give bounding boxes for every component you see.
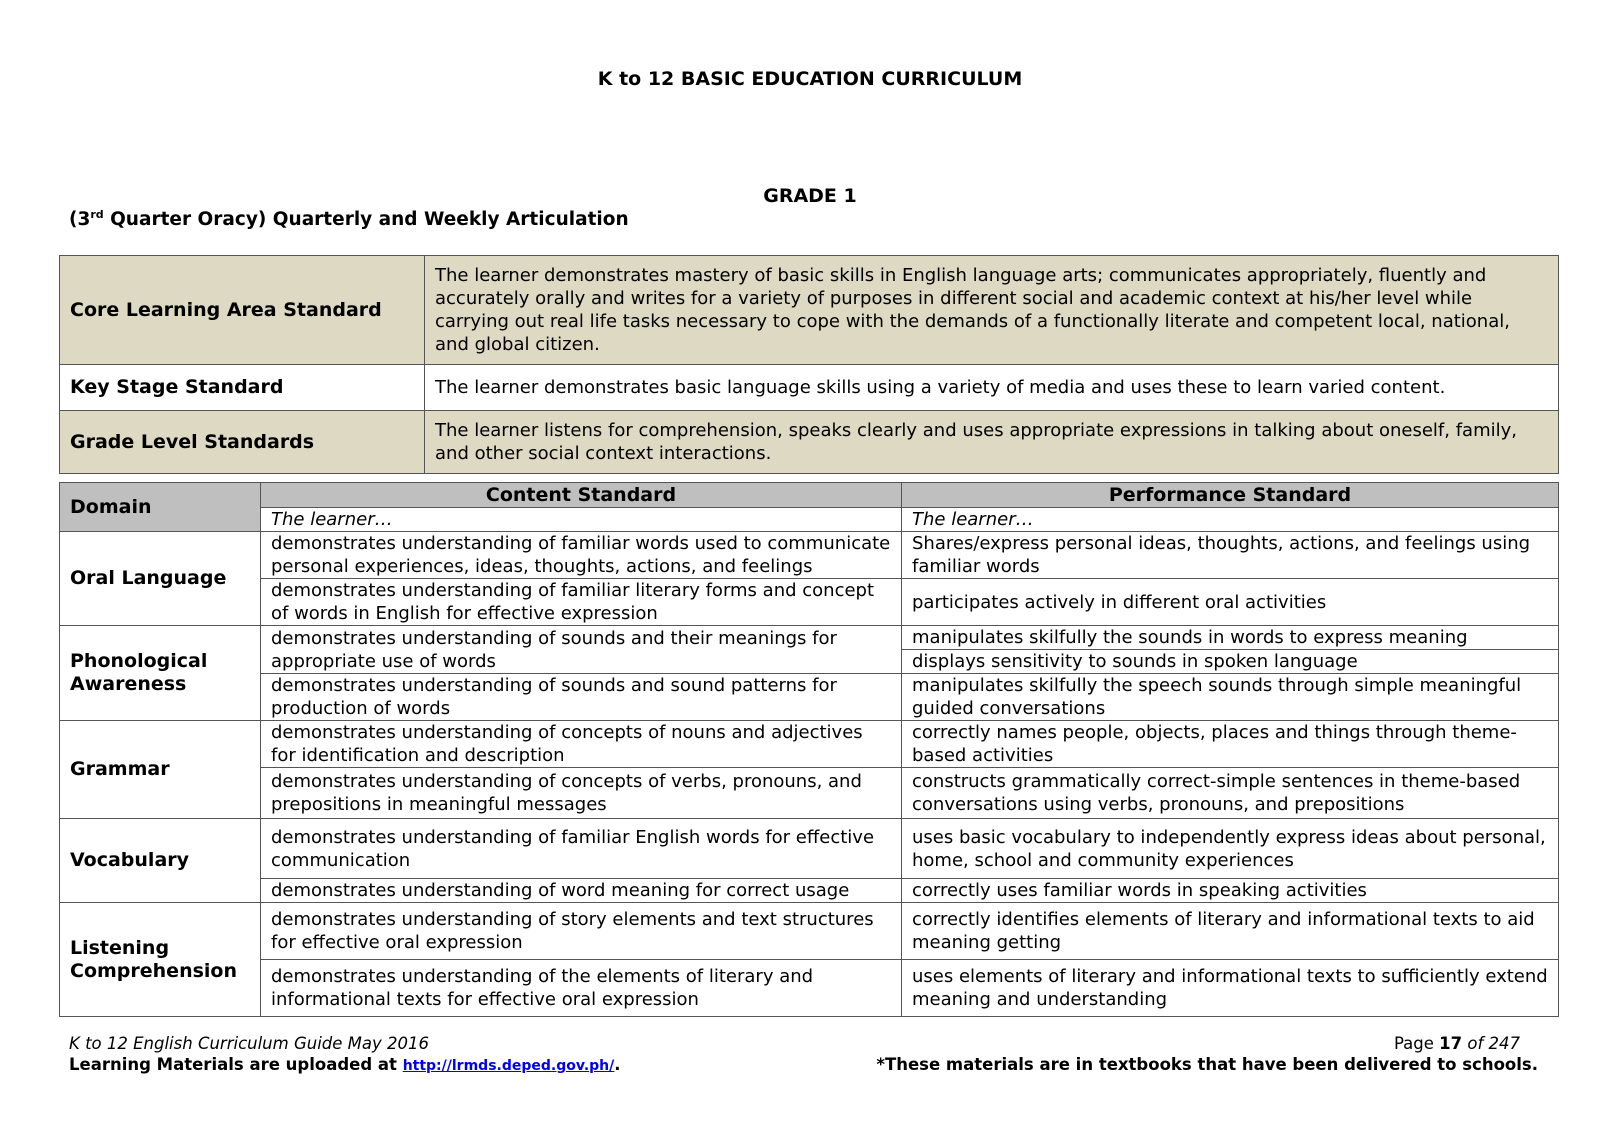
performance-cell: manipulates skilfully the sounds in words to express meaning [902, 626, 1559, 650]
lrmds-link[interactable]: http://lrmds.deped.gov.ph/ [402, 1058, 615, 1074]
grade-level-label: Grade Level Standards [60, 411, 425, 474]
domain-grammar: Grammar [60, 721, 261, 819]
performance-cell: uses elements of literary and informational texts to sufficiently extend meaning and understanding [902, 960, 1559, 1017]
subtitle-sup: rd [90, 208, 104, 221]
content-standard-header: Content Standard [261, 483, 902, 508]
upload-text: Learning Materials are uploaded at [69, 1055, 403, 1074]
domain-table [59, 482, 1559, 1017]
table-row [60, 721, 1559, 768]
standards-table [59, 255, 1559, 474]
grade-heading: GRADE 1 [763, 185, 857, 207]
performance-standard-header: Performance Standard [902, 483, 1559, 508]
performance-cell: uses basic vocabulary to independently express ideas about personal, home, school and community experiences [902, 819, 1559, 879]
table-row [60, 579, 1559, 626]
content-cell: demonstrates understanding of concepts of verbs, pronouns, and prepositions in meaningful messages [261, 768, 902, 819]
domain-oral-language: Oral Language [60, 532, 261, 626]
section-subtitle [69, 208, 629, 230]
content-cell: demonstrates understanding of story elements and text structures for effective oral expression [261, 903, 902, 960]
content-learner-cell: The learner… [261, 508, 902, 532]
performance-cell: participates actively in different oral activities [902, 579, 1559, 626]
table-row [60, 819, 1559, 879]
upload-period: . [614, 1055, 621, 1074]
performance-cell: correctly names people, objects, places and things through theme-based activities [902, 721, 1559, 768]
content-cell: demonstrates understanding of sounds and sound patterns for production of words [261, 674, 902, 721]
key-stage-row [60, 365, 1559, 411]
core-standard-row [60, 256, 1559, 365]
subtitle-post: Quarter Oracy) Quarterly and Weekly Articulation [103, 209, 629, 231]
performance-cell: correctly identifies elements of literary and informational texts to aid meaning getting [902, 903, 1559, 960]
content-cell: demonstrates understanding of familiar literary forms and concept of words in English for effective expression [261, 579, 902, 626]
table-row [60, 626, 1559, 650]
table-row [60, 674, 1559, 721]
domain-column-header: Domain [60, 483, 261, 532]
upload-note [69, 1054, 621, 1077]
content-cell: demonstrates understanding of the elements of literary and informational texts for effective oral expression [261, 960, 902, 1017]
table-row [60, 768, 1559, 819]
performance-cell: constructs grammatically correct-simple sentences in theme-based conversations using verbs, pronouns, and prepositions [902, 768, 1559, 819]
textbook-note: *These materials are in textbooks that have been delivered to schools. [876, 1055, 1538, 1074]
grade-level-row [60, 411, 1559, 474]
core-standard-text: The learner demonstrates mastery of basic skills in English language arts; communicates appropriately, fluently and accurately orally and writes for a variety of purposes in different social and academic context at his/her level while carrying out real life tasks necessary to cope with the demands of a functionally literate and competent local, national, and global citizen. [425, 256, 1559, 365]
performance-cell: displays sensitivity to sounds in spoken language [902, 650, 1559, 674]
key-stage-label: Key Stage Standard [60, 365, 425, 411]
table-row [60, 960, 1559, 1017]
content-cell: demonstrates understanding of familiar English words for effective communication [261, 819, 902, 879]
page-total: of 247 [1462, 1034, 1520, 1053]
content-cell: demonstrates understanding of concepts of nouns and adjectives for identification and description [261, 721, 902, 768]
content-cell: demonstrates understanding of sounds and their meanings for appropriate use of words [261, 626, 902, 674]
content-cell: demonstrates understanding of familiar words used to communicate personal experiences, ideas, thoughts, actions, and feelings [261, 532, 902, 579]
table-row [60, 903, 1559, 960]
page-label: Page [1393, 1034, 1440, 1053]
core-standard-label: Core Learning Area Standard [60, 256, 425, 365]
page-current: 17 [1439, 1034, 1463, 1053]
page-number [876, 1033, 1538, 1054]
footer-left [69, 1033, 621, 1077]
domain-listening-comprehension: Listening Comprehension [60, 903, 261, 1017]
table-row [60, 879, 1559, 903]
learner-row [60, 508, 1559, 532]
performance-cell: Shares/express personal ideas, thoughts, actions, and feelings using familiar words [902, 532, 1559, 579]
performance-cell: correctly uses familiar words in speaking activities [902, 879, 1559, 903]
domain-phonological-awareness: Phonological Awareness [60, 626, 261, 721]
document-title: K to 12 BASIC EDUCATION CURRICULUM [597, 68, 1023, 90]
table-header-row [60, 483, 1559, 508]
grade-level-text: The learner listens for comprehension, speaks clearly and uses appropriate expressions in talking about oneself, family, and other social context interactions. [425, 411, 1559, 474]
table-row [60, 532, 1559, 579]
guide-date: K to 12 English Curriculum Guide May 2016 [69, 1034, 430, 1053]
performance-learner-cell: The learner… [902, 508, 1559, 532]
performance-cell: manipulates skilfully the speech sounds through simple meaningful guided conversations [902, 674, 1559, 721]
key-stage-text: The learner demonstrates basic language skills using a variety of media and uses these to learn varied content. [425, 365, 1559, 411]
content-cell: demonstrates understanding of word meaning for correct usage [261, 879, 902, 903]
footer-right [876, 1033, 1538, 1075]
subtitle-pre: (3 [69, 209, 91, 231]
domain-vocabulary: Vocabulary [60, 819, 261, 903]
